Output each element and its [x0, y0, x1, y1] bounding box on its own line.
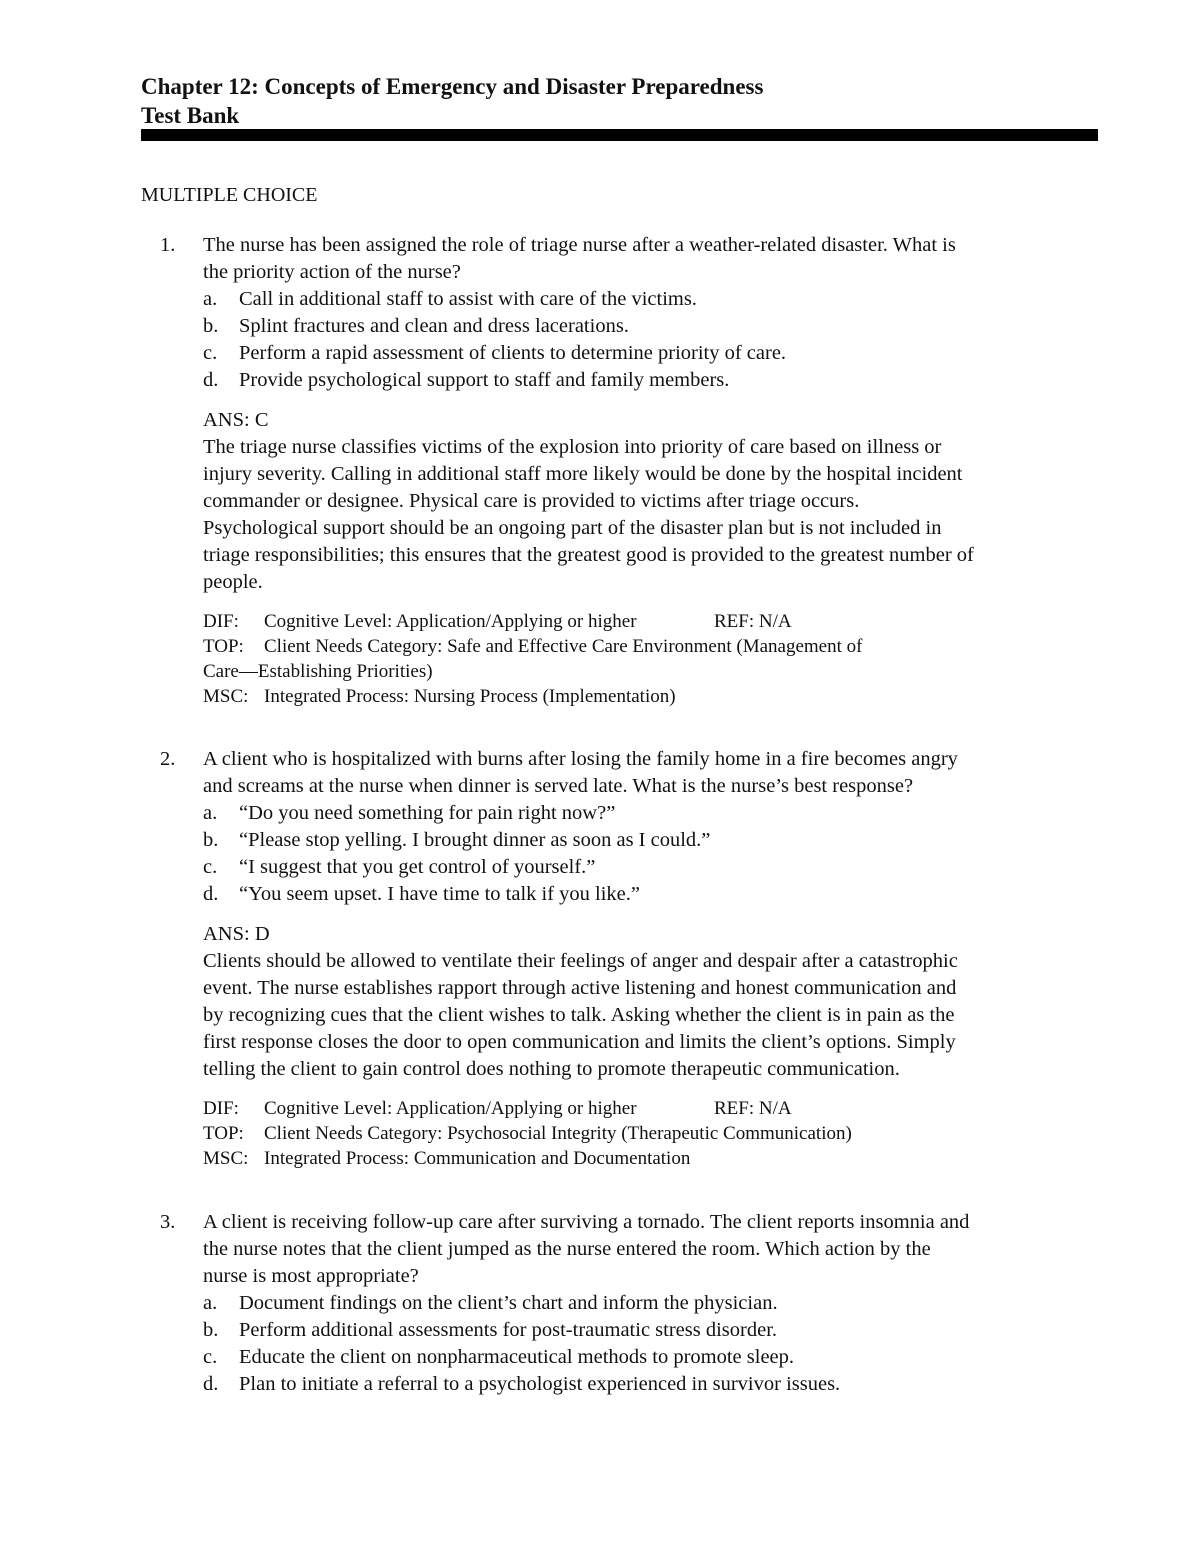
- rationale-line: injury severity. Calling in additional staff more likely would be done by the hospital incident: [203, 463, 963, 485]
- option-text: Splint fractures and clean and dress lacerations.: [239, 315, 629, 337]
- dif-label: DIF:: [203, 1098, 239, 1119]
- option-text: Document findings on the client’s chart and inform the physician.: [239, 1292, 778, 1314]
- question-line: A client who is hospitalized with burns after losing the family home in a fire becomes angry: [203, 748, 958, 770]
- option-letter: a.: [203, 288, 218, 310]
- question-2: [160, 746, 1100, 1171]
- option-text: Educate the client on nonpharmaceutical methods to promote sleep.: [239, 1346, 795, 1368]
- msc-label: MSC:: [203, 686, 249, 707]
- rationale-line: people.: [203, 571, 263, 593]
- ref-value: REF: N/A: [714, 1098, 792, 1119]
- question-line: the priority action of the nurse?: [203, 261, 461, 283]
- question-stem: [160, 746, 1100, 800]
- dif-value: Cognitive Level: Application/Applying or higher: [264, 611, 637, 632]
- document-header: [141, 72, 763, 130]
- option-letter: d.: [203, 883, 219, 905]
- question-line: nurse is most appropriate?: [203, 1265, 419, 1287]
- option-letter: b.: [203, 315, 219, 337]
- rationale-line: The triage nurse classifies victims of the explosion into priority of care based on illness or: [203, 436, 942, 458]
- option-text: “You seem upset. I have time to talk if you like.”: [239, 883, 641, 905]
- answer-key: ANS: C: [203, 409, 269, 431]
- header-rule: [141, 129, 1098, 141]
- option-letter: a.: [203, 1292, 218, 1314]
- option-text: Perform additional assessments for post-traumatic stress disorder.: [239, 1319, 778, 1341]
- option-text: Provide psychological support to staff and family members.: [239, 369, 730, 391]
- option-d: [203, 1371, 1100, 1398]
- chapter-title: Chapter 12: Concepts of Emergency and Disaster Preparedness: [141, 74, 764, 99]
- question-number: 2.: [160, 748, 176, 770]
- rationale-line: commander or designee. Physical care is provided to victims after triage occurs.: [203, 490, 860, 512]
- option-text: Call in additional staff to assist with care of the victims.: [239, 288, 697, 310]
- option-letter: c.: [203, 856, 218, 878]
- option-d: [203, 367, 1100, 394]
- rationale-line: event. The nurse establishes rapport through active listening and honest communication and: [203, 977, 957, 999]
- question-number: 1.: [160, 234, 176, 256]
- option-letter: d.: [203, 1373, 219, 1395]
- test-bank-label: Test Bank: [141, 103, 240, 128]
- option-a: [203, 1290, 1100, 1317]
- option-a: [203, 800, 1100, 827]
- ref-value: REF: N/A: [714, 611, 792, 632]
- question-1: [160, 232, 1100, 709]
- option-d: [203, 881, 1100, 908]
- dif-label: DIF:: [203, 611, 239, 632]
- option-text: Perform a rapid assessment of clients to determine priority of care.: [239, 342, 787, 364]
- option-c: [203, 340, 1100, 367]
- question-line: and screams at the nurse when dinner is served late. What is the nurse’s best response?: [203, 775, 914, 797]
- top-label: TOP:: [203, 1123, 244, 1144]
- option-b: [203, 1317, 1100, 1344]
- option-letter: a.: [203, 802, 218, 824]
- question-stem: [160, 1209, 1100, 1290]
- question-line: The nurse has been assigned the role of triage nurse after a weather-related disaster. What is: [203, 234, 956, 256]
- option-c: [203, 1344, 1100, 1371]
- question-3: [160, 1209, 1100, 1398]
- top-value-continued: Care—Establishing Priorities): [203, 661, 433, 682]
- option-text: Plan to initiate a referral to a psychologist experienced in survivor issues.: [239, 1373, 841, 1395]
- section-title: MULTIPLE CHOICE: [141, 184, 318, 206]
- answer-key: ANS: D: [203, 923, 270, 945]
- option-letter: b.: [203, 829, 219, 851]
- option-text: “I suggest that you get control of yourself.”: [239, 856, 596, 878]
- option-letter: d.: [203, 369, 219, 391]
- msc-value: Integrated Process: Nursing Process (Implementation): [264, 686, 676, 707]
- rationale: [203, 434, 1100, 596]
- option-letter: c.: [203, 342, 218, 364]
- rationale-line: triage responsibilities; this ensures that the greatest good is provided to the greatest number of: [203, 544, 974, 566]
- rationale-line: telling the client to gain control does nothing to promote therapeutic communication.: [203, 1058, 900, 1080]
- option-text: “Do you need something for pain right now?”: [239, 802, 616, 824]
- option-b: [203, 313, 1100, 340]
- option-letter: b.: [203, 1319, 219, 1341]
- top-value: Client Needs Category: Safe and Effective Care Environment (Management of: [264, 636, 863, 657]
- option-text: “Please stop yelling. I brought dinner as soon as I could.”: [239, 829, 711, 851]
- question-metadata: [203, 609, 1100, 709]
- option-a: [203, 286, 1100, 313]
- dif-value: Cognitive Level: Application/Applying or higher: [264, 1098, 637, 1119]
- question-line: the nurse notes that the client jumped as the nurse entered the room. Which action by the: [203, 1238, 931, 1260]
- msc-value: Integrated Process: Communication and Documentation: [264, 1148, 691, 1169]
- option-letter: c.: [203, 1346, 218, 1368]
- option-b: [203, 827, 1100, 854]
- rationale-line: Psychological support should be an ongoing part of the disaster plan but is not included in: [203, 517, 942, 539]
- question-number: 3.: [160, 1211, 176, 1233]
- rationale-line: first response closes the door to open communication and limits the client’s options. Simply: [203, 1031, 956, 1053]
- top-value: Client Needs Category: Psychosocial Integrity (Therapeutic Communication): [264, 1123, 852, 1144]
- top-label: TOP:: [203, 636, 244, 657]
- question-stem: [160, 232, 1100, 286]
- msc-label: MSC:: [203, 1148, 249, 1169]
- question-line: A client is receiving follow-up care after surviving a tornado. The client reports insomnia and: [203, 1211, 970, 1233]
- rationale-line: by recognizing cues that the client wishes to talk. Asking whether the client is in pain as the: [203, 1004, 955, 1026]
- question-metadata: [203, 1096, 1100, 1171]
- rationale: [203, 948, 1100, 1083]
- option-c: [203, 854, 1100, 881]
- rationale-line: Clients should be allowed to ventilate their feelings of anger and despair after a catastrophic: [203, 950, 958, 972]
